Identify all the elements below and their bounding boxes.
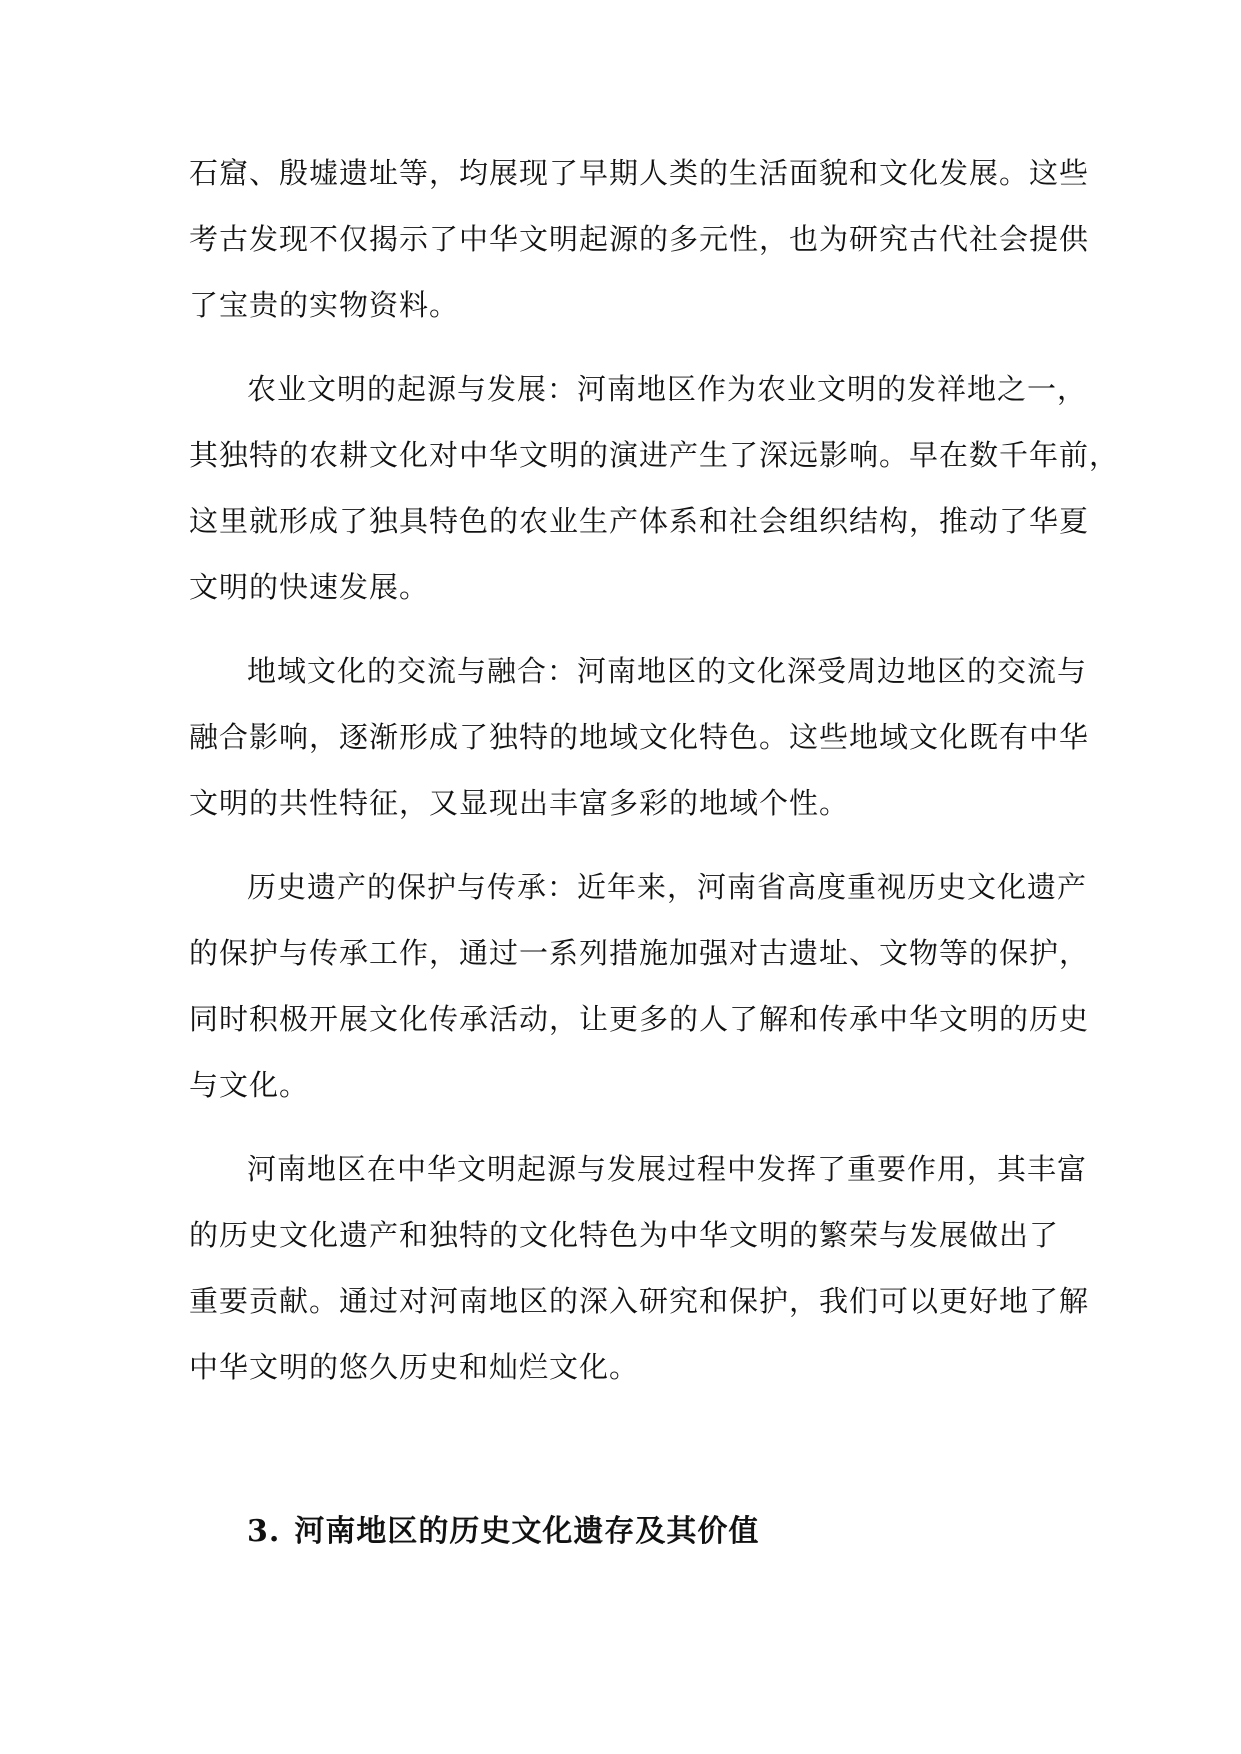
paragraph-regional-culture — [189, 638, 1090, 836]
text-line: 地域文化的交流与融合：河南地区的文化深受周边地区的交流与 — [247, 654, 1088, 688]
text-line: 石窟、殷墟遗址等，均展现了早期人类的生活面貌和文化发展。这些 — [189, 156, 1090, 190]
text-line: 这里就形成了独具特色的农业生产体系和社会组织结构，推动了华夏 — [189, 504, 1090, 538]
paragraph-agriculture — [189, 356, 1120, 620]
section-title: 河南地区的历史文化遗存及其价值 — [294, 1514, 760, 1549]
text-line: 其独特的农耕文化对中华文明的演进产生了深远影响。早在数千年前， — [189, 438, 1120, 472]
paragraph-conclusion — [189, 1136, 1090, 1400]
text-line: 与文化。 — [189, 1068, 310, 1102]
text-line: 文明的快速发展。 — [189, 570, 430, 604]
text-line: 农业文明的起源与发展：河南地区作为农业文明的发祥地之一， — [247, 372, 1088, 406]
text-line: 了宝贵的实物资料。 — [189, 288, 460, 322]
text-line: 的保护与传承工作，通过一系列措施加强对古遗址、文物等的保护， — [189, 936, 1090, 970]
paragraph-continuation — [189, 140, 1090, 338]
text-line: 历史遗产的保护与传承：近年来，河南省高度重视历史文化遗产 — [247, 870, 1088, 904]
text-line: 文明的共性特征，又显现出丰富多彩的地域个性。 — [189, 786, 850, 820]
paragraph-heritage-protection — [189, 854, 1090, 1118]
text-line: 的历史文化遗产和独特的文化特色为中华文明的繁荣与发展做出了 — [189, 1218, 1060, 1252]
text-line: 同时积极开展文化传承活动，让更多的人了解和传承中华文明的历史 — [189, 1002, 1090, 1036]
body-text — [189, 140, 1120, 1418]
text-line: 重要贡献。通过对河南地区的深入研究和保护，我们可以更好地了解 — [189, 1284, 1090, 1318]
section-number: 3. — [247, 1514, 281, 1549]
section-heading — [247, 1512, 759, 1552]
text-line: 考古发现不仅揭示了中华文明起源的多元性，也为研究古代社会提供 — [189, 222, 1090, 256]
text-line: 河南地区在中华文明起源与发展过程中发挥了重要作用，其丰富 — [247, 1152, 1088, 1186]
text-line: 融合影响，逐渐形成了独特的地域文化特色。这些地域文化既有中华 — [189, 720, 1090, 754]
text-line: 中华文明的悠久历史和灿烂文化。 — [189, 1350, 640, 1384]
